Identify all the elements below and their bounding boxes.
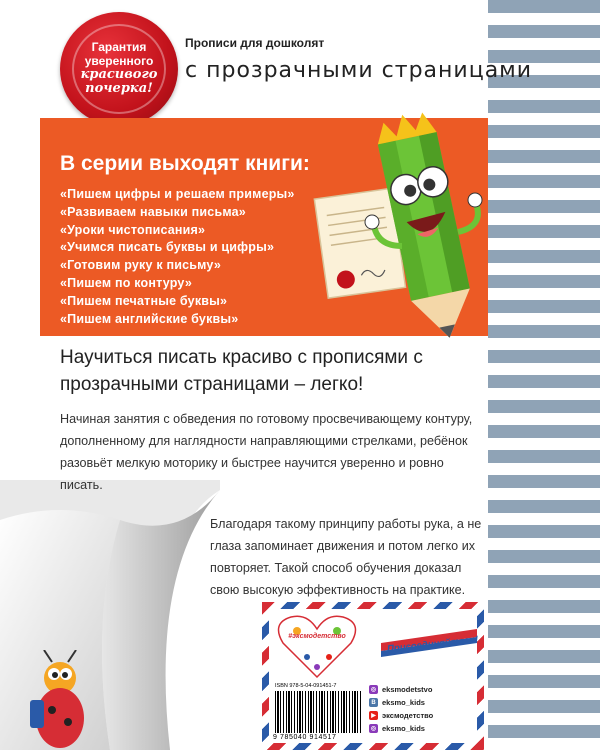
headline: Научиться писать красиво с прописями с прозрачными страницами – легко! xyxy=(60,347,423,395)
hashtag-label: #эксмодетство xyxy=(288,633,346,640)
instagram-icon: ◎ xyxy=(370,726,377,732)
seal-script-2: почерка! xyxy=(85,81,153,96)
instagram-icon: ◎ xyxy=(370,687,377,693)
postcard xyxy=(262,602,484,750)
book-item: «Пишем цифры и решаем примеры» xyxy=(60,187,295,201)
book-item: «Пишем по контуру» xyxy=(60,275,192,290)
decorative-stripes xyxy=(488,0,600,750)
seal-line-1: Гарантия xyxy=(91,40,147,54)
social-item-vk[interactable] xyxy=(369,696,433,709)
body-paragraph-1: Начиная занятия с обведения по готовому просвечивающему контуру, дополненному для наглядности направляющими стрелками, ребёнок разовьёт мелкую моторику и быстрее научится уверенно и ровно писать. xyxy=(60,412,473,492)
body-paragraph-2: Благодаря такому принципу работы рука, а не глаза запоминает движения и потом легко их повторяет. Такой способ обучения доказал свою высокую эффективность на практике. xyxy=(210,517,482,597)
social-label: eksmodetstvo xyxy=(382,685,433,694)
social-label: eksmo_kids xyxy=(382,724,425,733)
youtube-icon: ▶ xyxy=(369,711,378,720)
isbn-text: ISBN 978-5-04-091451-7 xyxy=(275,683,337,689)
book-item: «Готовим руку к письму» xyxy=(60,258,222,273)
social-item-instagram-kids[interactable] xyxy=(369,722,433,735)
join-label: Присоединяйтесь! xyxy=(386,634,479,655)
book-item: «Уроки чистописания» xyxy=(60,222,206,237)
social-label: эксмодетство xyxy=(382,711,434,720)
pencil-mascot-illustration xyxy=(298,96,488,340)
social-label: eksmo_kids xyxy=(382,698,425,707)
social-item-youtube[interactable] xyxy=(369,709,433,722)
seal-line-2: уверенного xyxy=(84,54,154,68)
heart-icon xyxy=(277,613,357,679)
seal-script-1: красивого xyxy=(80,67,158,82)
series-subtitle: Прописи для дошколят xyxy=(185,36,325,50)
guarantee-seal xyxy=(60,12,178,126)
ladybug-mascot-illustration xyxy=(26,650,96,750)
barcode-number: 9 785040 914517 xyxy=(273,734,337,741)
social-item-instagram[interactable] xyxy=(369,683,433,696)
social-links xyxy=(369,683,433,735)
book-item: «Пишем печатные буквы» xyxy=(60,293,228,308)
book-item: «Развиваем навыки письма» xyxy=(60,204,246,219)
barcode xyxy=(275,691,361,733)
vk-icon: В xyxy=(369,698,378,707)
series-title: с прозрачными страницами xyxy=(185,58,533,83)
book-list xyxy=(60,186,295,328)
book-item: «Учимся писать буквы и цифры» xyxy=(60,240,275,255)
book-item: «Пишем английские буквы» xyxy=(60,311,239,326)
series-list-title: В серии выходят книги: xyxy=(60,152,310,175)
